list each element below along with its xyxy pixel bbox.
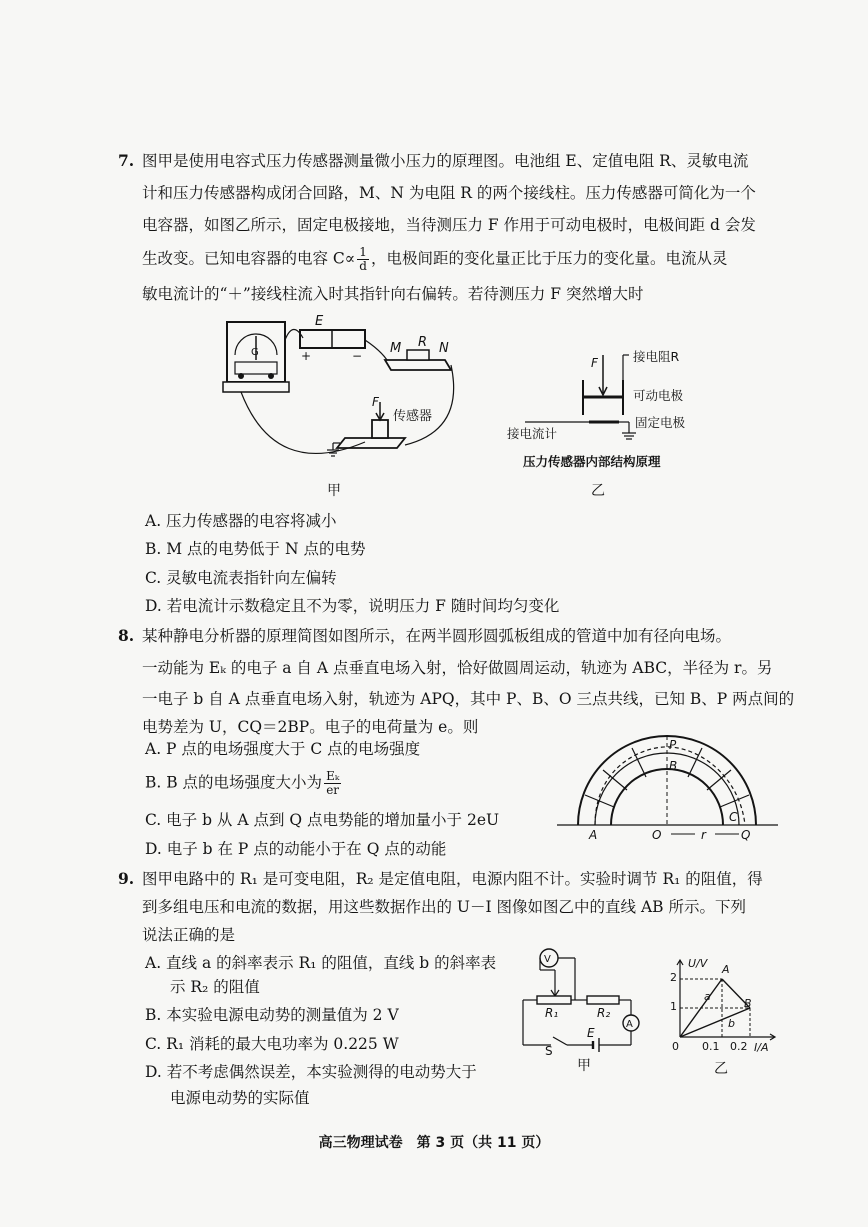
figure-yi-title: 压力传感器内部结构原理: [523, 454, 661, 469]
sensor-label: 传感器: [393, 409, 433, 424]
q8-option-c: C. 电子 b 从 A 点到 Q 点电势能的增加量小于 2eU: [145, 811, 500, 829]
page-footer: 高三物理试卷 第 3 页（共 11 页）: [318, 1135, 550, 1151]
voltmeter-label: V: [544, 954, 551, 965]
y-axis-label: U/V: [688, 957, 708, 970]
x-tick-0-2: 0.2: [730, 1040, 748, 1053]
q7-line-4-a: 生改变。已知电容器的电容 C∝: [142, 249, 356, 268]
x-tick-0-1: 0.1: [702, 1040, 720, 1053]
fraction-1-over-d: [357, 246, 369, 273]
ground-icon: [327, 443, 340, 456]
label-movable-electrode: 可动电极: [633, 388, 684, 403]
q8-line-3: 一电子 b 自 A 点垂直电场入射，轨迹为 APQ，其中 P、B、O 三点共线，已知 B、P 两点间的: [142, 690, 795, 708]
figure-electrostatic-analyzer: [555, 735, 780, 845]
q9-line-1: 图甲电路中的 R₁ 是可变电阻，R₂ 是定值电阻，电源内阻不计。实验时调节 R₁ 的阻值，得: [142, 870, 763, 888]
wire: [365, 340, 387, 360]
point-c: C: [729, 810, 738, 824]
q8-line-2: 一动能为 Eₖ 的电子 a 自 A 点垂直电场入射，恰好做圆周运动，轨迹为 ABC，半径为 r。另: [142, 659, 773, 677]
figure-caption-jia: 甲: [577, 1058, 591, 1074]
figure-caption-jia: 甲: [327, 483, 341, 499]
battery-icon: [300, 330, 365, 348]
ground-icon: [622, 433, 636, 439]
q8-line-4: 电势差为 U，CQ＝2BP。电子的电荷量为 e。则: [142, 718, 479, 736]
q8-line-1: 某种静电分析器的原理简图如图所示，在两半圆形圆弧板组成的管道中加有径向电场。: [142, 627, 732, 645]
point-b-label: B: [744, 997, 752, 1010]
y-tick-1: 1: [670, 1000, 677, 1013]
figure-circuit-jia: [515, 945, 685, 1075]
x-axis-label: I/A: [754, 1041, 769, 1054]
q8-option-d: D. 电子 b 在 P 点的动能小于在 Q 点的动能: [145, 840, 447, 858]
q9-option-a-cont: 示 R₂ 的阻值: [170, 978, 260, 996]
ammeter-label: A: [626, 1019, 633, 1030]
galvanometer-label: G: [251, 347, 259, 358]
figure-caption-yi: 乙: [591, 483, 605, 499]
x-tick-0: 0: [672, 1040, 679, 1053]
battery-label: E: [315, 314, 324, 329]
question-number: 7.: [118, 151, 135, 170]
frac-den: d: [359, 259, 367, 273]
resistor-r2: [587, 996, 619, 1004]
q9-option-d: D. 若不考虑偶然误差，本实验测得的电动势大于: [145, 1063, 477, 1081]
q9-line-3: 说法正确的是: [142, 926, 236, 944]
question-number: 8.: [118, 626, 135, 645]
q7-line-4: [142, 246, 727, 273]
terminal-n: N: [439, 341, 449, 356]
q7-option-b: B. M 点的电势低于 N 点的电势: [145, 540, 366, 558]
q9-option-c: C. R₁ 消耗的最大电功率为 0.225 W: [145, 1035, 399, 1053]
frac-num: 1: [357, 246, 369, 260]
point-a: A: [589, 828, 598, 842]
q9-option-d-cont: 电源电动势的实际值: [170, 1089, 310, 1107]
line-b-label: b: [728, 1017, 735, 1030]
q8-option-b-text: B. B 点的电场强度大小为: [145, 773, 323, 792]
switch-icon: [553, 1037, 567, 1045]
plus-terminal: +: [301, 349, 312, 363]
q7-option-d: D. 若电流计示数稳定且不为零，说明压力 F 随时间均匀变化: [145, 597, 560, 615]
label-galvanometer-connection: 接电流计: [507, 426, 558, 441]
minus-terminal: −: [352, 349, 363, 363]
q7-option-c: C. 灵敏电流表指针向左偏转: [145, 569, 337, 587]
rheostat-r1: [537, 996, 571, 1004]
line-a-label: a: [704, 990, 711, 1003]
q7-line-5: 敏电流计的“＋”接线柱流入时其指针向右偏转。若待测压力 F 突然增大时: [142, 285, 644, 303]
q7-line-2: 计和压力传感器构成闭合回路，M、N 为电阻 R 的两个接线柱。压力传感器可简化为一个: [142, 184, 756, 202]
frac-num: Eₖ: [326, 769, 340, 783]
point-a-label: A: [722, 963, 730, 976]
point-p: P: [669, 738, 677, 752]
q8-option-a: A. P 点的电场强度大于 C 点的电场强度: [145, 740, 421, 758]
y-tick-2: 2: [670, 971, 677, 984]
figure-yi-structure: [505, 345, 710, 500]
q9-line-2: 到多组电压和电流的数据，用这些数据作出的 U－I 图像如图乙中的直线 AB 所示。下列: [142, 898, 746, 916]
radius-label: r: [701, 828, 706, 842]
q7-line-1: 图甲是使用电容式压力传感器测量微小压力的原理图。电池组 E、定值电阻 R、灵敏电流: [142, 152, 749, 170]
point-o: O: [652, 828, 662, 842]
q7-line-4-b: ，电极间距的变化量正比于压力的变化量。电流从灵: [370, 249, 728, 268]
emf-label: E: [587, 1026, 595, 1040]
figure-jia-circuit: [215, 310, 465, 510]
force-label: F: [591, 356, 598, 370]
label-fixed-electrode: 固定电极: [635, 415, 686, 430]
point-q: Q: [741, 828, 751, 842]
q8-option-b: [145, 770, 343, 797]
switch-label: S: [545, 1044, 553, 1058]
figure-ui-graph: [668, 955, 780, 1077]
label-resistor-connection: 接电阻R: [633, 349, 680, 364]
wire: [405, 365, 454, 445]
q9-option-a: A. 直线 a 的斜率表示 R₁ 的阻值，直线 b 的斜率表: [145, 954, 497, 972]
q7-line-3: 电容器，如图乙所示，固定电极接地，当待测压力 F 作用于可动电极时，电极间距 d 会发: [142, 216, 756, 234]
terminal-m: M: [390, 341, 402, 356]
r2-label: R₂: [597, 1006, 611, 1020]
force-label: F: [372, 395, 379, 409]
frac-den: er: [326, 783, 340, 797]
resistor-label: R: [418, 335, 428, 350]
figure-caption-yi: 乙: [714, 1061, 728, 1077]
q9-option-b: B. 本实验电源电动势的测量值为 2 V: [145, 1006, 399, 1024]
question-number: 9.: [118, 869, 135, 888]
fraction-ek-over-er: [324, 770, 341, 797]
point-b: B: [669, 759, 678, 773]
q7-option-a: A. 压力传感器的电容将减小: [145, 512, 337, 530]
r1-label: R₁: [545, 1006, 559, 1020]
